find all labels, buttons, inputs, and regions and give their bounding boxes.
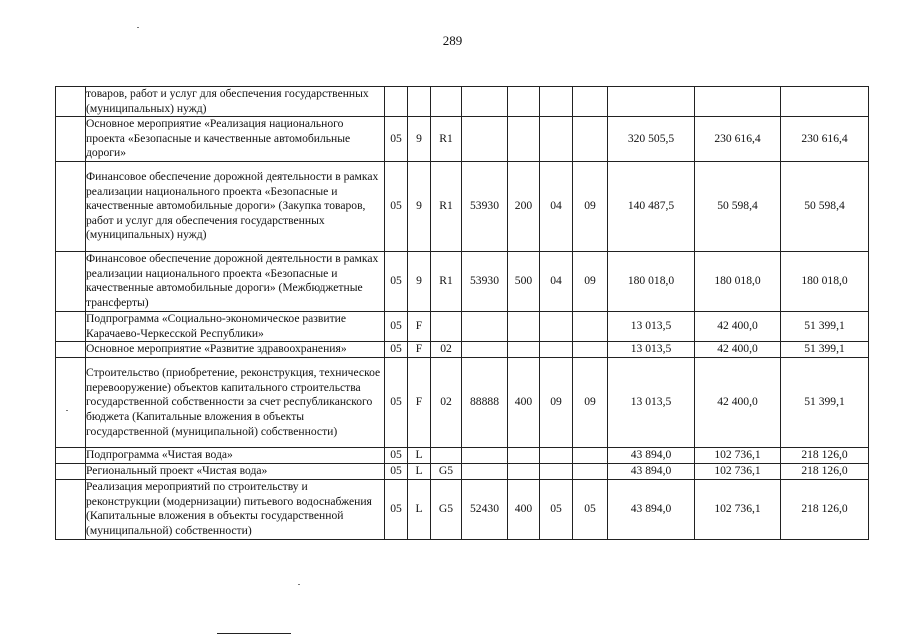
blank-cell <box>56 161 86 251</box>
code-f-cell: 05 <box>540 480 573 539</box>
code-a-cell: 05 <box>385 251 408 311</box>
code-a-cell: 05 <box>385 464 408 480</box>
budget-table <box>55 86 869 540</box>
code-b-cell: 9 <box>408 117 431 162</box>
code-c-cell: R1 <box>431 117 462 162</box>
code-a-cell: 05 <box>385 311 408 341</box>
code-d-cell <box>462 117 508 162</box>
code-d-cell <box>462 448 508 464</box>
code-f-cell <box>540 448 573 464</box>
item-name-cell: Строительство (приобретение, реконструкция, техническое перевооружение) объектов капитального строительства государственной собственности за счет республиканского бюджета (Капитальные вложения в объекты государственной (муниципальной) собственности) <box>86 358 385 448</box>
code-c-cell: R1 <box>431 251 462 311</box>
value-1-cell: 43 894,0 <box>608 464 695 480</box>
value-3-cell: 51 399,1 <box>781 358 869 448</box>
code-a-cell <box>385 87 408 117</box>
code-c-cell <box>431 448 462 464</box>
code-c-cell <box>431 87 462 117</box>
code-g-cell: 09 <box>573 161 608 251</box>
page-number: 289 <box>442 33 463 48</box>
value-3-cell: 180 018,0 <box>781 251 869 311</box>
code-c-cell: 02 <box>431 358 462 448</box>
value-1-cell: 180 018,0 <box>608 251 695 311</box>
value-3-cell: 218 126,0 <box>781 464 869 480</box>
blank-cell <box>56 251 86 311</box>
code-c-cell: 02 <box>431 342 462 358</box>
code-d-cell: 88888 <box>462 358 508 448</box>
value-1-cell: 43 894,0 <box>608 448 695 464</box>
code-d-cell <box>462 464 508 480</box>
code-f-cell: 04 <box>540 251 573 311</box>
value-2-cell: 230 616,4 <box>695 117 781 162</box>
code-b-cell: L <box>408 448 431 464</box>
code-b-cell: F <box>408 342 431 358</box>
code-a-cell: 05 <box>385 480 408 539</box>
blank-cell <box>56 464 86 480</box>
table-row <box>56 480 869 539</box>
code-b-cell: F <box>408 358 431 448</box>
value-2-cell: 42 400,0 <box>695 358 781 448</box>
code-e-cell: 200 <box>508 161 540 251</box>
code-f-cell <box>540 87 573 117</box>
value-1-cell: 13 013,5 <box>608 311 695 341</box>
item-name-cell: Финансовое обеспечение дорожной деятельности в рамках реализации национального проекта «Безопасные и качественные автомобильные дороги» (Межбюджетные трансферты) <box>86 251 385 311</box>
value-1-cell: 320 505,5 <box>608 117 695 162</box>
code-g-cell <box>573 311 608 341</box>
item-name-cell: Реализация мероприятий по строительству и реконструкции (модернизации) питьевого водоснабжения (Капитальные вложения в объекты государственной (муниципальной) собственности) <box>86 480 385 539</box>
budget-table-body <box>56 87 869 540</box>
blank-cell <box>56 87 86 117</box>
code-d-cell <box>462 87 508 117</box>
item-name-cell: Региональный проект «Чистая вода» <box>86 464 385 480</box>
code-b-cell <box>408 87 431 117</box>
value-3-cell: 218 126,0 <box>781 448 869 464</box>
code-a-cell: 05 <box>385 448 408 464</box>
scan-speck <box>137 27 139 28</box>
scan-speck <box>298 584 300 585</box>
table-row <box>56 342 869 358</box>
code-g-cell <box>573 464 608 480</box>
code-e-cell <box>508 311 540 341</box>
code-b-cell: L <box>408 464 431 480</box>
value-2-cell: 42 400,0 <box>695 342 781 358</box>
code-e-cell <box>508 87 540 117</box>
value-3-cell: 218 126,0 <box>781 480 869 539</box>
code-g-cell: 09 <box>573 358 608 448</box>
code-g-cell <box>573 87 608 117</box>
value-2-cell: 102 736,1 <box>695 480 781 539</box>
code-f-cell <box>540 311 573 341</box>
code-e-cell: 400 <box>508 358 540 448</box>
table-row <box>56 161 869 251</box>
code-c-cell: R1 <box>431 161 462 251</box>
code-f-cell: 09 <box>540 358 573 448</box>
blank-cell <box>56 448 86 464</box>
item-name-cell: Подпрограмма «Социально-экономическое развитие Карачаево-Черкесской Республики» <box>86 311 385 341</box>
code-c-cell: G5 <box>431 464 462 480</box>
code-d-cell <box>462 342 508 358</box>
table-row <box>56 448 869 464</box>
value-3-cell <box>781 87 869 117</box>
code-a-cell: 05 <box>385 342 408 358</box>
blank-cell <box>56 311 86 341</box>
value-1-cell: 13 013,5 <box>608 342 695 358</box>
code-e-cell <box>508 117 540 162</box>
code-g-cell <box>573 448 608 464</box>
value-3-cell: 230 616,4 <box>781 117 869 162</box>
code-b-cell: L <box>408 480 431 539</box>
code-b-cell: 9 <box>408 161 431 251</box>
table-row <box>56 117 869 162</box>
value-1-cell <box>608 87 695 117</box>
value-1-cell: 43 894,0 <box>608 480 695 539</box>
code-g-cell <box>573 117 608 162</box>
code-e-cell: 400 <box>508 480 540 539</box>
code-d-cell <box>462 311 508 341</box>
code-f-cell <box>540 464 573 480</box>
value-1-cell: 140 487,5 <box>608 161 695 251</box>
code-e-cell <box>508 342 540 358</box>
table-row <box>56 358 869 448</box>
code-f-cell <box>540 342 573 358</box>
blank-cell <box>56 480 86 539</box>
code-a-cell: 05 <box>385 161 408 251</box>
code-b-cell: F <box>408 311 431 341</box>
blank-cell <box>56 117 86 162</box>
item-name-cell: Подпрограмма «Чистая вода» <box>86 448 385 464</box>
blank-cell <box>56 358 86 448</box>
table-row <box>56 87 869 117</box>
table-row <box>56 251 869 311</box>
code-g-cell <box>573 342 608 358</box>
code-b-cell: 9 <box>408 251 431 311</box>
value-3-cell: 50 598,4 <box>781 161 869 251</box>
code-e-cell <box>508 448 540 464</box>
value-2-cell: 180 018,0 <box>695 251 781 311</box>
item-name-cell: Финансовое обеспечение дорожной деятельности в рамках реализации национального проекта «Безопасные и качественные автомобильные дороги» (Закупка товаров, работ и услуг для обеспечения государственных (муниципальных) нужд) <box>86 161 385 251</box>
item-name-cell: Основное мероприятие «Развитие здравоохранения» <box>86 342 385 358</box>
code-d-cell: 52430 <box>462 480 508 539</box>
code-a-cell: 05 <box>385 358 408 448</box>
value-2-cell: 102 736,1 <box>695 464 781 480</box>
value-2-cell: 50 598,4 <box>695 161 781 251</box>
value-2-cell <box>695 87 781 117</box>
code-d-cell: 53930 <box>462 251 508 311</box>
code-d-cell: 53930 <box>462 161 508 251</box>
item-name-cell: Основное мероприятие «Реализация национального проекта «Безопасные и качественные автомобильные дороги» <box>86 117 385 162</box>
blank-cell <box>56 342 86 358</box>
code-c-cell: G5 <box>431 480 462 539</box>
code-e-cell: 500 <box>508 251 540 311</box>
value-2-cell: 102 736,1 <box>695 448 781 464</box>
scan-speck <box>66 410 68 411</box>
value-3-cell: 51 399,1 <box>781 311 869 341</box>
value-2-cell: 42 400,0 <box>695 311 781 341</box>
item-name-cell: товаров, работ и услуг для обеспечения государственных (муниципальных) нужд) <box>86 87 385 117</box>
code-g-cell: 09 <box>573 251 608 311</box>
value-3-cell: 51 399,1 <box>781 342 869 358</box>
code-f-cell: 04 <box>540 161 573 251</box>
footnote-rule <box>217 633 291 634</box>
code-e-cell <box>508 464 540 480</box>
value-1-cell: 13 013,5 <box>608 358 695 448</box>
table-row <box>56 464 869 480</box>
code-f-cell <box>540 117 573 162</box>
table-row <box>56 311 869 341</box>
code-c-cell <box>431 311 462 341</box>
code-g-cell: 05 <box>573 480 608 539</box>
code-a-cell: 05 <box>385 117 408 162</box>
